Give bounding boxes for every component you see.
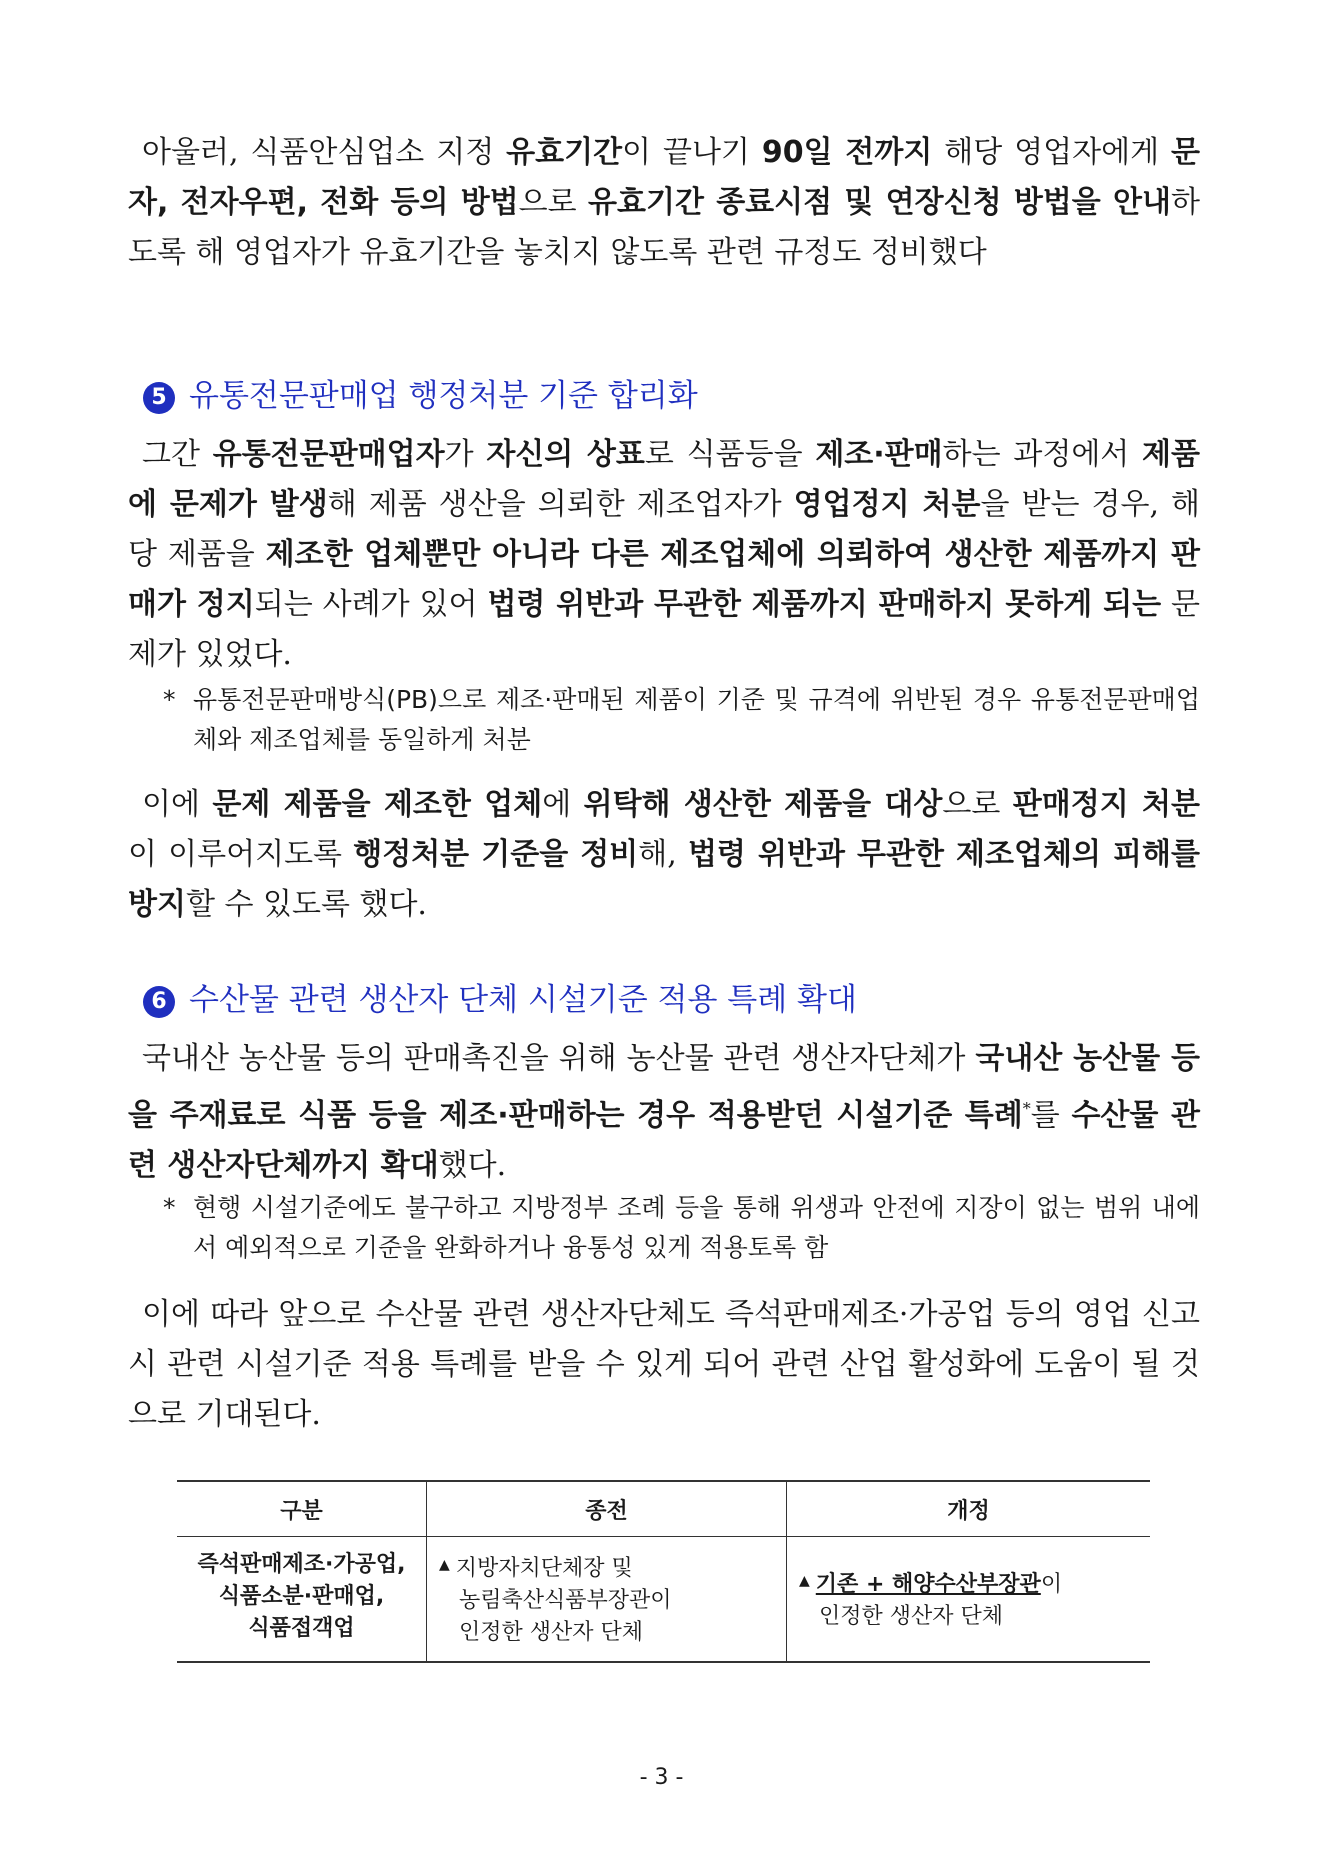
- paragraph-facility-special-case: 국내산 농산물 등의 판매촉진을 위해 농산물 관련 생산자단체가 국내산 농산물 등을 주재료로 식품 등을 제조·판매하는 경우 적용받던 시설기준 특례*를 수산물 관련 생산자단체까지 확대했다.: [128, 1041, 1200, 1183]
- comparison-table: [177, 1480, 1150, 1663]
- triangle-bullet-icon: ▲: [799, 1573, 810, 1589]
- cell-before: ▲ 지방자치단체장 및 농림축산식품부장관이 인정한 생산자 단체: [427, 1537, 787, 1663]
- header-after: 개정: [787, 1481, 1151, 1537]
- table-header-row: [177, 1481, 1150, 1537]
- section-heading-6: 6 수산물 관련 생산자 단체 시설기준 적용 특례 확대: [143, 978, 857, 1022]
- header-before: 종전: [427, 1481, 787, 1537]
- cell-category: 즉석판매제조·가공업, 식품소분·판매업, 식품접객업: [177, 1537, 427, 1663]
- table-row: [177, 1537, 1150, 1663]
- circled-number-5-icon: 5: [143, 382, 175, 414]
- triangle-bullet-icon: ▲: [439, 1557, 450, 1573]
- section-heading-5: 5 유통전문판매업 행정처분 기준 합리화: [143, 374, 698, 418]
- paragraph-certification-validity: 아울러, 식품안심업소 지정 유효기간이 끝나기 90일 전까지 해당 영업자에게 문자, 전자우편, 전화 등의 방법으로 유효기간 종료시점 및 연장신청 방법을 안내하도록 해 영업자가 유효기간을 놓치지 않도록 관련 규정도 정비했다: [128, 135, 1200, 270]
- footnote-pb: * 유통전문판매방식(PB)으로 제조·판매된 제품이 기준 및 규격에 위반된 경우 유통전문판매업체와 제조업체를 동일하게 처분: [163, 685, 1200, 754]
- paragraph-pb-solution: 이에 문제 제품을 제조한 업체에 위탁해 생산한 제품을 대상으로 판매정지 처분이 이루어지도록 행정처분 기준을 정비해, 법령 위반과 무관한 제조업체의 피해를 방지할 수 있도록 했다.: [128, 787, 1200, 922]
- footnote-facility: * 현행 시설기준에도 불구하고 지방정부 조례 등을 통해 위생과 안전에 지장이 없는 범위 내에서 예외적으로 기준을 완화하거나 융통성 있게 적용토록 함: [163, 1193, 1200, 1262]
- cell-after: ▲ 기존 + 해양수산부장관이 인정한 생산자 단체: [787, 1537, 1151, 1663]
- paragraph-expectation: 이에 따라 앞으로 수산물 관련 생산자단체도 즉석판매제조·가공업 등의 영업 신고 시 관련 시설기준 적용 특례를 받을 수 있게 되어 관련 산업 활성화에 도움이 될 것으로 기대된다.: [128, 1297, 1200, 1432]
- header-category: 구분: [177, 1481, 427, 1537]
- circled-number-6-icon: 6: [143, 986, 175, 1018]
- paragraph-pb-problem: 그간 유통전문판매업자가 자신의 상표로 식품등을 제조·판매하는 과정에서 제품에 문제가 발생해 제품 생산을 의뢰한 제조업자가 영업정지 처분을 받는 경우, 해당 제품을 제조한 업체뿐만 아니라 다른 제조업체에 의뢰하여 생산한 제품까지 판매가 정지되는 사례가 있어 법령 위반과 무관한 제품까지 판매하지 못하게 되는 문제가 있었다.: [128, 437, 1200, 672]
- page-number: - 3 -: [639, 1765, 684, 1790]
